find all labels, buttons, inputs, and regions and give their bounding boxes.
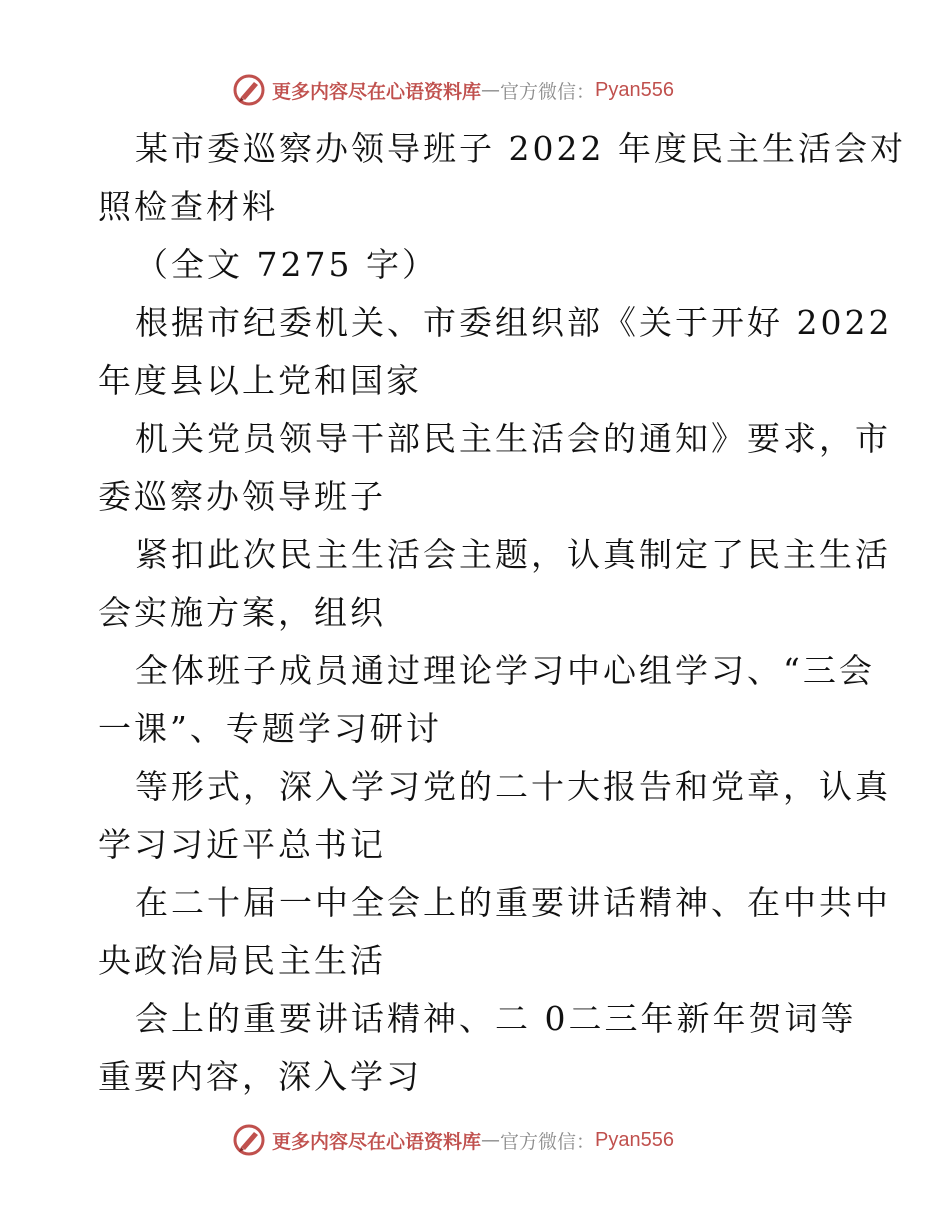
paragraph-line: 在二十届一中全会上的重要讲话精神、在中共中 bbox=[135, 883, 891, 922]
paragraph-line: 等形式，深入学习党的二十大报告和党章，认真 bbox=[135, 767, 891, 806]
header-brand-text: 更多内容尽在心语资料库 bbox=[272, 80, 482, 103]
header-wechat-id: Pyan556 bbox=[595, 78, 674, 101]
header-banner bbox=[232, 72, 732, 108]
word-count-note: （全文 7275 字） bbox=[135, 245, 438, 284]
document-body bbox=[98, 120, 906, 1106]
document-title-line-1: 某市委巡察办领导班子 2022 年度民主生活会对 bbox=[135, 129, 906, 168]
footer-separator: — bbox=[481, 1129, 501, 1151]
paragraph-line: 全体班子成员通过理论学习中心组学习、“三会 bbox=[135, 651, 875, 690]
paragraph-line: 重要内容，深入学习 bbox=[98, 1057, 422, 1096]
paragraph-line: 机关党员领导干部民主生活会的通知》要求，市 bbox=[135, 419, 891, 458]
paragraph-line: 一课”、专题学习研讨 bbox=[98, 709, 442, 748]
paragraph-line: 央政治局民主生活 bbox=[98, 941, 386, 980]
footer-wechat-label: 官方微信： bbox=[500, 1130, 596, 1153]
paragraph-line: 根据市纪委机关、市委组织部《关于开好 2022 bbox=[135, 303, 893, 342]
paragraph-line: 紧扣此次民主生活会主题，认真制定了民主生活 bbox=[135, 535, 891, 574]
pen-logo-icon bbox=[232, 73, 266, 107]
header-separator: — bbox=[481, 79, 501, 101]
document-title-line-2: 照检查材料 bbox=[98, 187, 278, 226]
footer-wechat-id: Pyan556 bbox=[595, 1128, 674, 1151]
paragraph-line: 学习习近平总书记 bbox=[98, 825, 386, 864]
paragraph-line: 委巡察办领导班子 bbox=[98, 477, 386, 516]
pen-logo-icon bbox=[232, 1123, 266, 1157]
paragraph-line: 年度县以上党和国家 bbox=[98, 361, 422, 400]
header-wechat-label: 官方微信： bbox=[500, 80, 596, 103]
paragraph-line: 会实施方案，组织 bbox=[98, 593, 386, 632]
paragraph-line: 会上的重要讲话精神、二 0二三年新年贺词等 bbox=[135, 999, 857, 1038]
footer-brand-text: 更多内容尽在心语资料库 bbox=[272, 1130, 482, 1153]
footer-banner bbox=[232, 1122, 732, 1158]
